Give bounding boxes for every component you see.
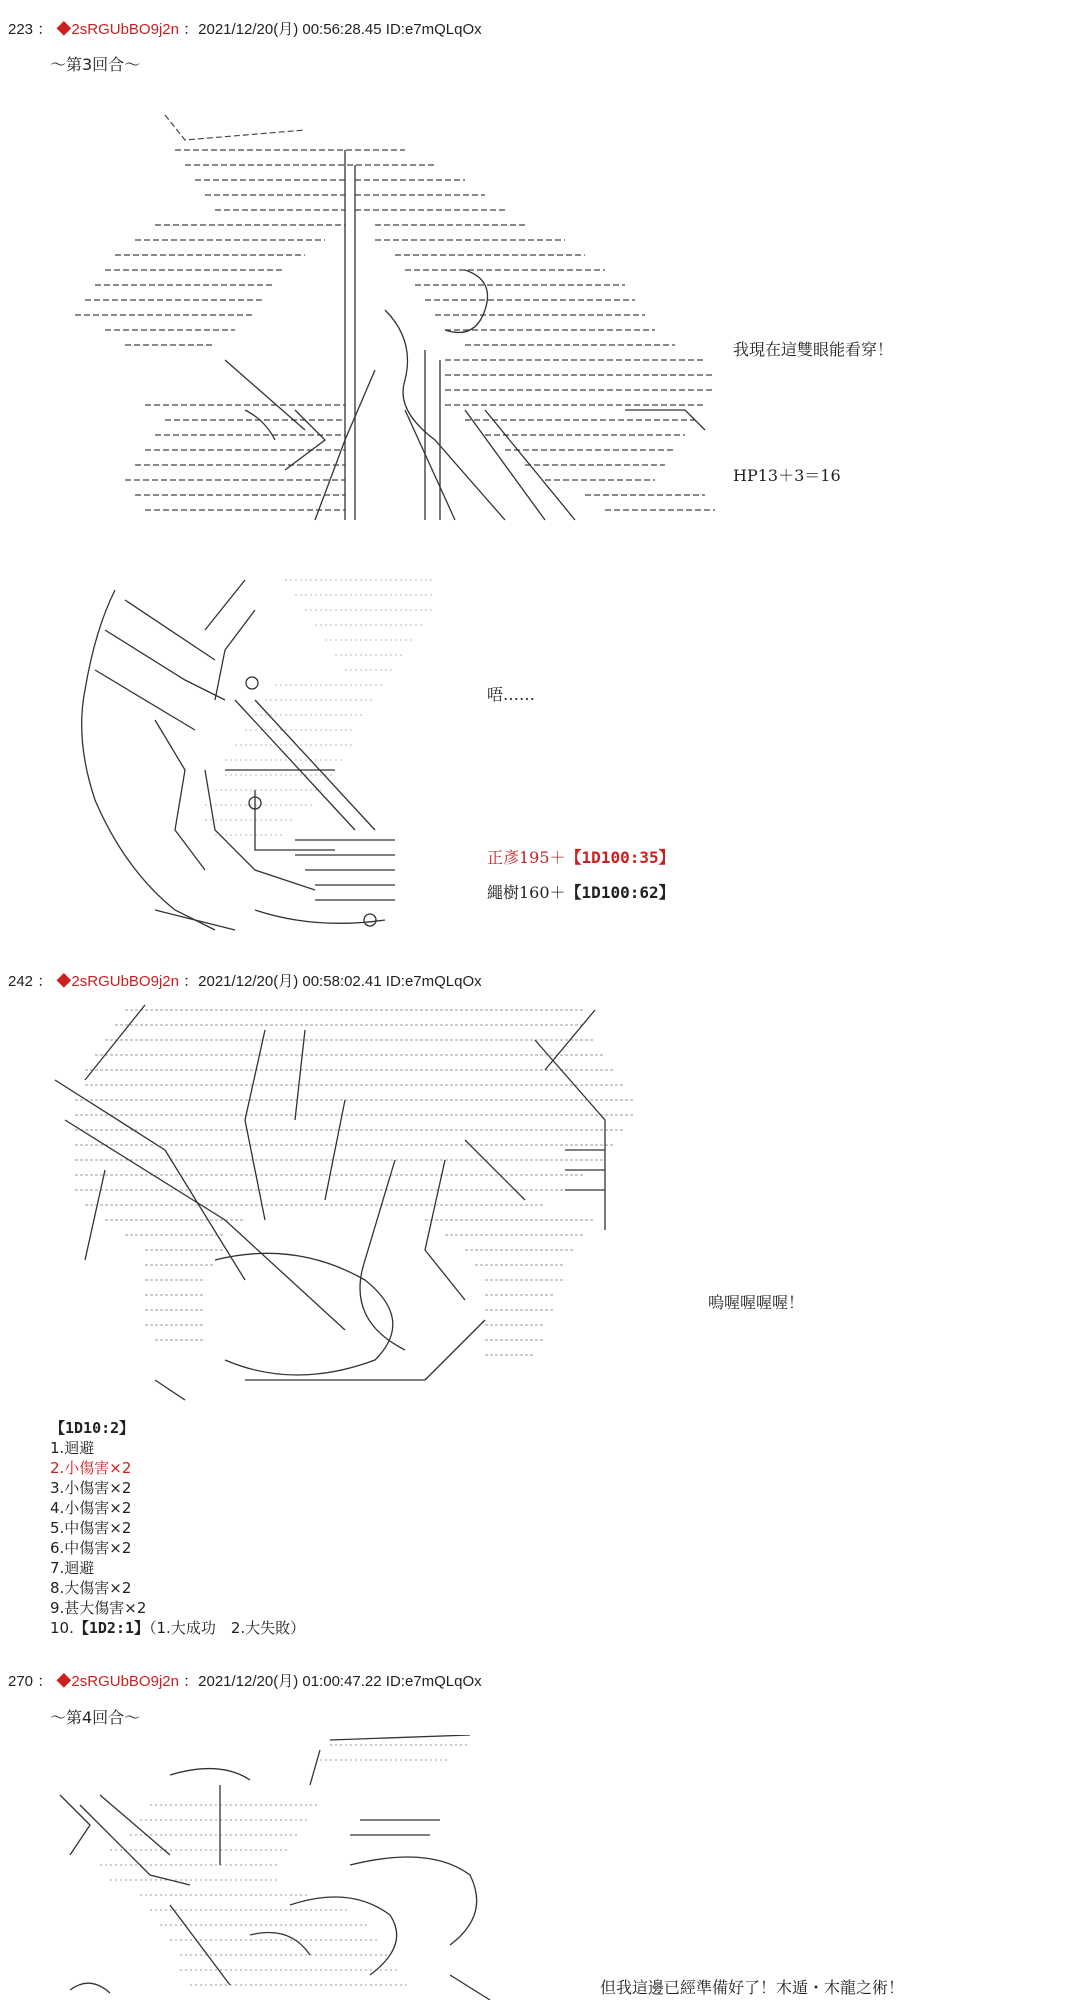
dialog-line-6: 嗚喔喔喔喔！ xyxy=(708,1293,805,1312)
dice-roll-result: 【1D2:1】 xyxy=(73,1619,150,1637)
dice-list-item: 1.迴避 xyxy=(50,1439,95,1457)
ascii-art-attack-svg xyxy=(45,1000,645,1405)
dice-list-item-10-label: 10. xyxy=(50,1619,74,1637)
dice-result-list xyxy=(50,1418,305,1638)
dice-list-item-selected: 2.小傷害×2 xyxy=(50,1459,132,1477)
post-number: 242 xyxy=(8,973,34,990)
dice-list-item: 3.小傷害×2 xyxy=(50,1479,132,1497)
dialog-line-4-text: 正彥195＋ xyxy=(487,848,566,867)
ascii-art-character-1 xyxy=(55,570,435,935)
post-trip[interactable]: 2sRGUbBO9j2n xyxy=(71,973,179,990)
diamond-icon: ◆ xyxy=(56,1673,72,1690)
dice-list-item: 6.中傷害×2 xyxy=(50,1539,132,1557)
dialog-line-5-text: 繩樹160＋ xyxy=(487,883,566,902)
diamond-icon: ◆ xyxy=(56,21,72,38)
post-number: 223 xyxy=(8,21,34,38)
dialog-line-1: 我現在這雙眼能看穿！ xyxy=(733,340,894,359)
dice-list-item: 5.中傷害×2 xyxy=(50,1519,132,1537)
ascii-art-character-1-svg xyxy=(55,570,435,935)
dice-list-item: 7.迴避 xyxy=(50,1559,95,1577)
ascii-art-wood-tree xyxy=(45,110,725,525)
dice-roll-result: 【1D100:62】 xyxy=(565,883,675,902)
post-sep: ： xyxy=(37,973,53,990)
diamond-icon: ◆ xyxy=(56,973,72,990)
round-title-4: ～第4回合～ xyxy=(50,1708,141,1727)
dialog-line-7: 但我這邊已經準備好了！木遁・木龍之術！ xyxy=(600,1978,905,1997)
post-sep: ： xyxy=(37,1673,53,1690)
dice-list-item: 9.甚大傷害×2 xyxy=(50,1599,147,1617)
dialog-line-3: 唔…… xyxy=(487,685,536,704)
dialog-line-4 xyxy=(487,845,675,868)
dice-roll-result: 【1D100:35】 xyxy=(565,848,675,867)
ascii-art-wood-tree-svg xyxy=(45,110,725,525)
post-trip[interactable]: 2sRGUbBO9j2n xyxy=(71,21,179,38)
post-sep: ： xyxy=(37,21,53,38)
dice-list-item-10-note: （1.大成功 2.大失敗） xyxy=(149,1619,306,1637)
dice-list-item: 8.大傷害×2 xyxy=(50,1579,132,1597)
dialog-line-5 xyxy=(487,880,675,903)
dice-list-item: 4.小傷害×2 xyxy=(50,1499,132,1517)
post-header-223 xyxy=(8,18,482,39)
post-header-242 xyxy=(8,970,482,991)
dialog-line-2: HP13＋3＝16 xyxy=(733,466,841,485)
ascii-art-wood-dragon xyxy=(50,1735,530,2000)
post-header-270 xyxy=(8,1670,482,1691)
post-trip[interactable]: 2sRGUbBO9j2n xyxy=(71,1673,179,1690)
dice-list-header: 【1D10:2】 xyxy=(50,1419,135,1437)
ascii-art-wood-dragon-svg xyxy=(50,1735,530,2000)
ascii-art-attack xyxy=(45,1000,645,1405)
round-title-3: ～第3回合～ xyxy=(50,55,141,74)
post-meta: ：2021/12/20(月) 00:56:28.45 ID:e7mQLqOx xyxy=(183,21,482,38)
post-number: 270 xyxy=(8,1673,34,1690)
post-meta: ：2021/12/20(月) 00:58:02.41 ID:e7mQLqOx xyxy=(183,973,482,990)
post-meta: ：2021/12/20(月) 01:00:47.22 ID:e7mQLqOx xyxy=(183,1673,482,1690)
dice-list-item xyxy=(50,1618,305,1638)
